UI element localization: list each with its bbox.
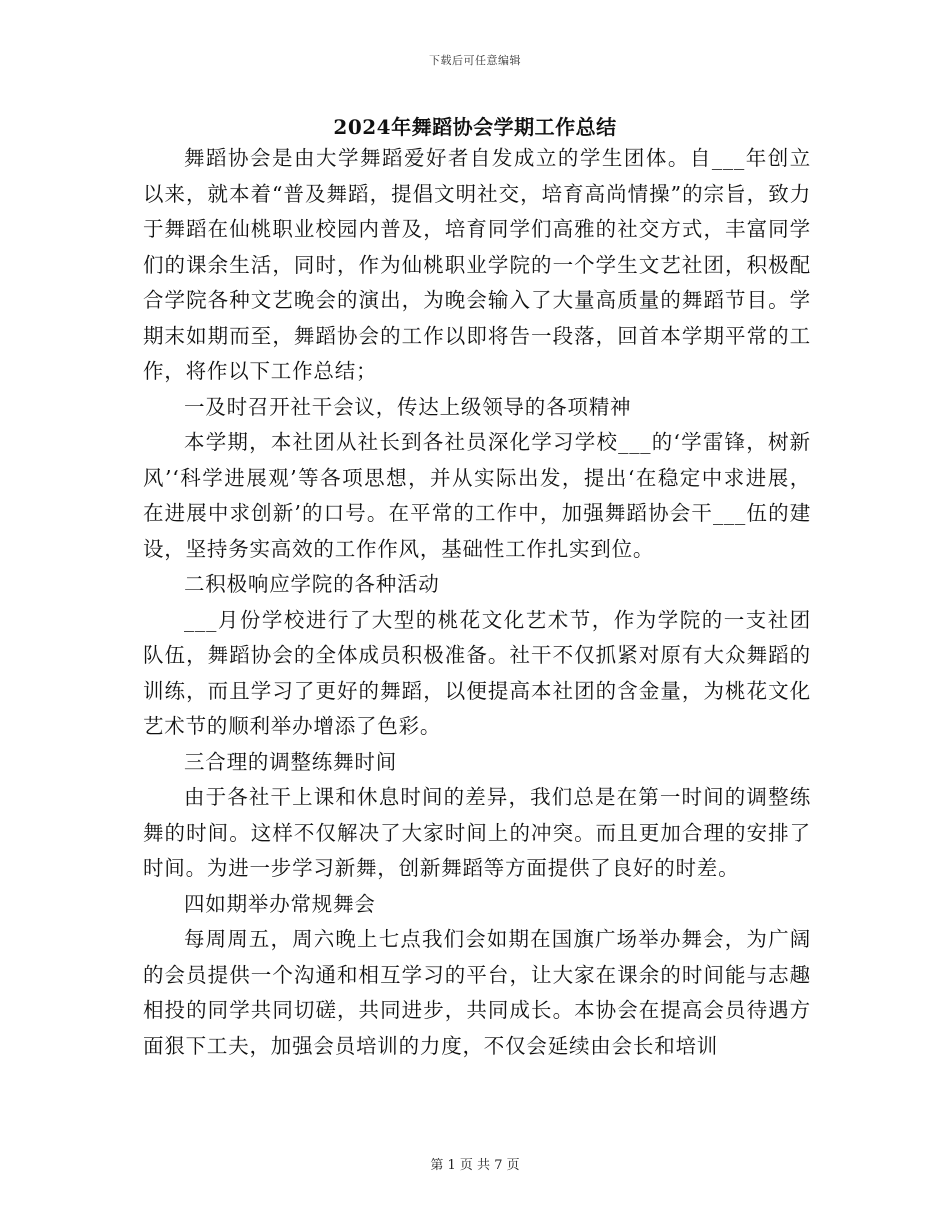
section-heading-3: 三合理的调整练舞时间 xyxy=(184,749,397,774)
paragraph-section-3: 由于各社干上课和休息时间的差异，我们总是在第一时间的调整练舞的时间。这样不仅解决了大家时间上的冲突。而且更加合理的安排了时间。为进一步学习新舞，创新舞蹈等方面提供了良好的时差。 xyxy=(143,785,811,880)
section-heading-4: 四如期举办常规舞会 xyxy=(184,891,376,916)
header-note: 下载后可任意编辑 xyxy=(429,54,521,67)
paragraph-intro: 舞蹈协会是由大学舞蹈爱好者自发成立的学生团体。自___年创立以来，就本着“普及舞蹈，提倡文明社交，培育高尚情操”的宗旨，致力于舞蹈在仙桃职业校园内普及，培育同学们高雅的社交方式，丰富同学们的课余生活，同时，作为仙桃职业学院的一个学生文艺社团，积极配合学院各种文艺晚会的演出，为晚会输入了大量高质量的舞蹈节目。学期末如期而至，舞蹈协会的工作以即将告一段落，回首本学期平常的工作，将作以下工作总结； xyxy=(143,146,811,383)
page-number-footer: 第 1 页 共 7 页 xyxy=(430,1158,520,1173)
paragraph-section-1: 本学期，本社团从社长到各社员深化学习学校___的‘学雷锋，树新风’‘科学进展观’等各项思想，并从实际出发，提出‘在稳定中求进展，在进展中求创新’的口号。在平常的工作中，加强舞蹈协会干___伍的建设，坚持务实高效的工作作风，基础性工作扎实到位。 xyxy=(143,430,811,561)
section-heading-2: 二积极响应学院的各种活动 xyxy=(184,572,440,596)
document-title: 2024年舞蹈协会学期工作总结 xyxy=(333,115,617,139)
section-heading-1: 一及时召开社干会议，传达上级领导的各项精神 xyxy=(184,394,632,419)
paragraph-section-4: 每周周五，周六晚上七点我们会如期在国旗广场举办舞会，为广阔的会员提供一个沟通和相互学习的平台，让大家在课余的时间能与志趣相投的同学共同切磋，共同进步，共同成长。本协会在提高会员待遇方面狠下工夫，加强会员培训的力度，不仅会延续由会长和培训 xyxy=(143,927,811,1058)
paragraph-section-2: ___月份学校进行了大型的桃花文化艺术节，作为学院的一支社团队伍，舞蹈协会的全体成员积极准备。社干不仅抓紧对原有大众舞蹈的训练，而且学习了更好的舞蹈，以便提高本社团的含金量，为桃花文化艺术节的顺利举办增添了色彩。 xyxy=(143,607,811,738)
document-body xyxy=(143,141,811,1064)
